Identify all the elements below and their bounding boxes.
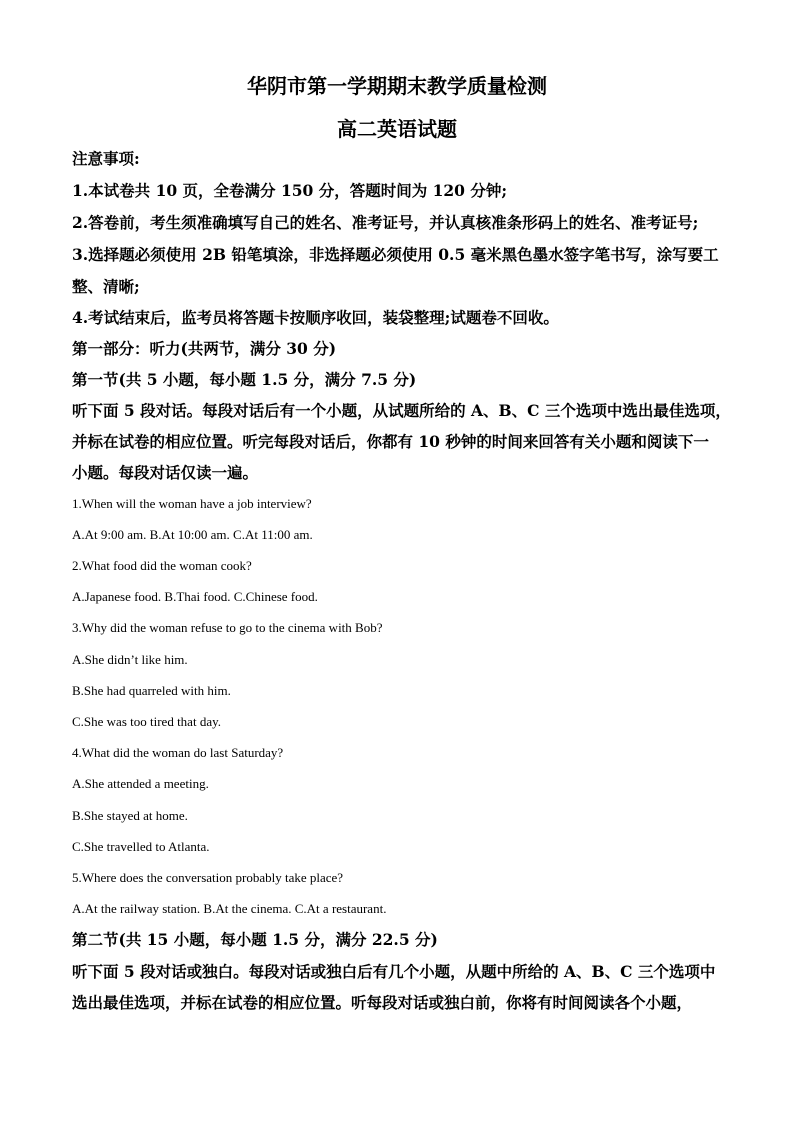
notice-line: 1.本试卷共 10 页，全卷满分 150 分，答题时间为 120 分钟;	[72, 181, 508, 200]
question-options: A.Japanese food. B.Thai food. C.Chinese food.	[72, 589, 318, 604]
question-text: 2.What food did the woman cook?	[72, 558, 252, 573]
question-option: C.She was too tired that day.	[72, 714, 221, 729]
question-text: 1.When will the woman have a job interview?	[72, 496, 312, 511]
section1-instruction: 并标在试卷的相应位置。听完每段对话后，你都有 10 秒钟的时间来回答有关小题和阅读下一	[72, 432, 709, 451]
question-options: A.At 9:00 am. B.At 10:00 am. C.At 11:00 am.	[72, 527, 313, 542]
section2-heading: 第二节(共 15 小题，每小题 1.5 分，满分 22.5 分)	[72, 930, 438, 949]
question-option: A.She attended a meeting.	[72, 776, 209, 791]
section2-instruction: 选出最佳选项，并标在试卷的相应位置。听每段对话或独白前，你将有时间阅读各个小题，	[72, 993, 693, 1012]
question-text: 5.Where does the conversation probably take place?	[72, 870, 344, 885]
question-option: C.She travelled to Atlanta.	[72, 839, 210, 854]
notice-line: 2.答卷前，考生须准确填写自己的姓名、准考证号，并认真核准条形码上的姓名、准考证号;	[72, 213, 699, 232]
question-option: B.She stayed at home.	[72, 808, 188, 823]
notice-line: 3.选择题必须使用 2B 铅笔填涂，非选择题必须使用 0.5 毫米黑色墨水签字笔书写，涂写要工	[72, 245, 719, 264]
section1-heading: 第一节(共 5 小题，每小题 1.5 分，满分 7.5 分)	[72, 370, 417, 389]
exam-subtitle: 高二英语试题	[337, 117, 457, 141]
question-option: A.She didn’t like him.	[72, 652, 188, 667]
section2-instruction: 听下面 5 段对话或独白。每段对话或独白后有几个小题，从题中所给的 A、B、C 三个选项中	[72, 962, 716, 981]
question-text: 4.What did the woman do last Saturday?	[72, 745, 284, 760]
question-options: A.At the railway station. B.At the cinema. C.At a restaurant.	[72, 901, 387, 916]
notice-line: 4.考试结束后，监考员将答题卡按顺序收回，装袋整理;试题卷不回收。	[72, 308, 559, 327]
notice-line: 整、清晰;	[72, 277, 140, 296]
exam-title: 华阴市第一学期期末教学质量检测	[247, 74, 547, 98]
part1-heading: 第一部分：听力(共两节，满分 30 分)	[72, 339, 337, 358]
section1-instruction: 听下面 5 段对话。每段对话后有一个小题，从试题所给的 A、B、C 三个选项中选出最佳选项，	[72, 401, 731, 420]
notice-heading: 注意事项:	[72, 149, 140, 168]
question-option: B.She had quarreled with him.	[72, 683, 231, 698]
section1-instruction: 小题。每段对话仅读一遍。	[72, 463, 259, 482]
question-text: 3.Why did the woman refuse to go to the cinema with Bob?	[72, 620, 383, 635]
